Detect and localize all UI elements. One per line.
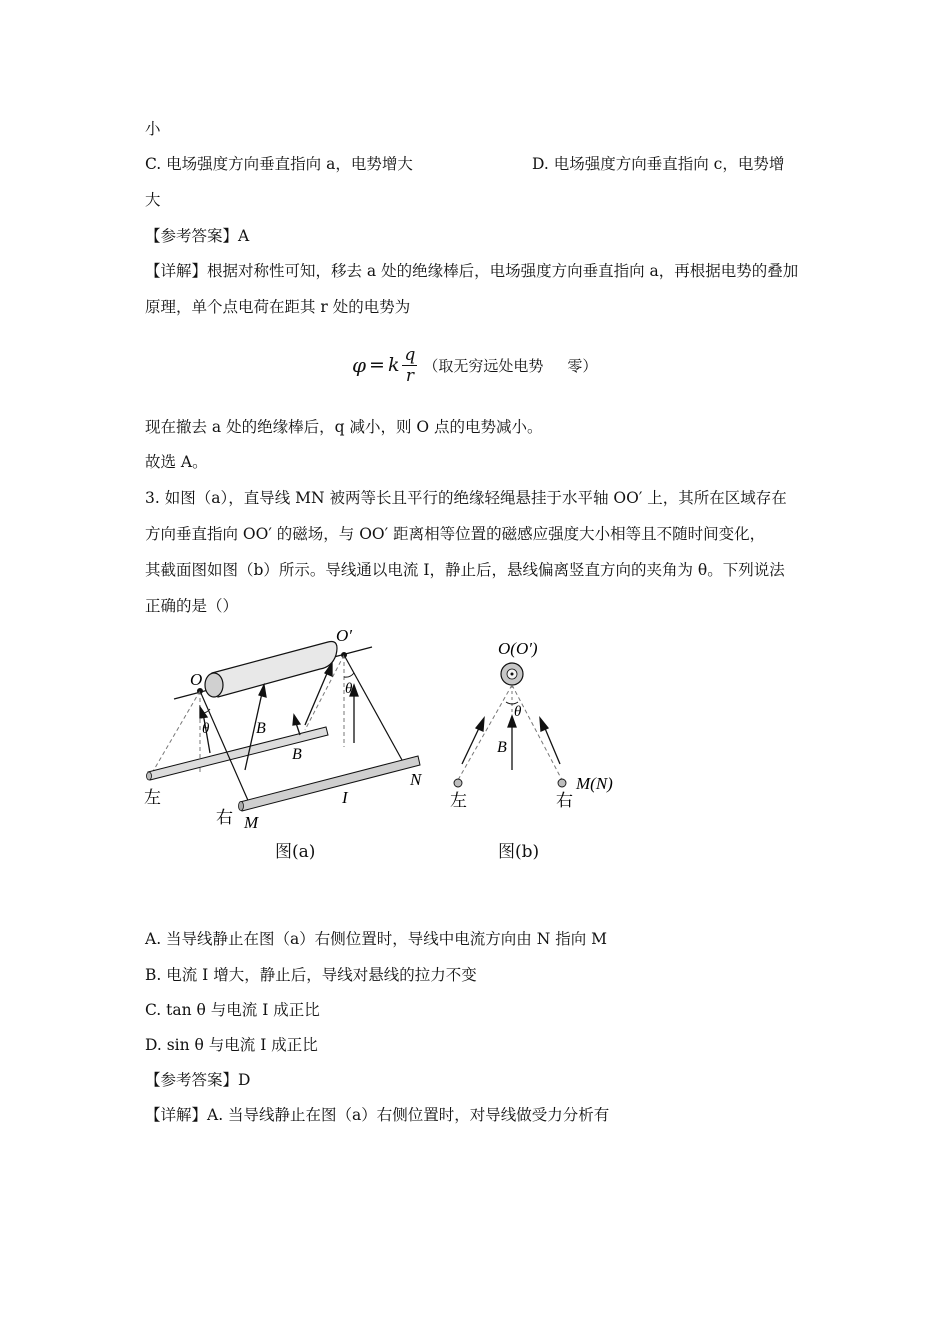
label-n: N: [410, 770, 422, 789]
label-o-o-prime: O(O′): [498, 639, 538, 658]
formula-fraction: [402, 345, 417, 386]
caption-figure-b: 图(b): [498, 842, 540, 862]
option-c: C. tan θ 与电流 I 成正比: [145, 1001, 320, 1019]
label-right: 右: [216, 808, 233, 827]
label-o: O: [190, 670, 203, 689]
dashed-string-right: [512, 685, 562, 780]
text-line-top: 小: [145, 120, 161, 138]
question-3-line-2: 方向垂直指向 OO′ 的磁场，与 OO′ 距离相等位置的磁感应强度大小相等且不随时间变化，: [145, 525, 766, 543]
formula-note: [423, 355, 597, 376]
label-left: 左: [450, 791, 467, 810]
option-d-prev-wrap: 大: [145, 191, 161, 209]
string-right: [344, 655, 402, 760]
explain-1-line-1: 【详解】根据对称性可知，移去 a 处的绝缘棒后，电场强度方向垂直指向 a，再根据电势的叠加: [145, 262, 799, 280]
formula-note-left: （取无穷远处电势: [423, 356, 544, 375]
option-a: A. 当导线静止在图（a）右侧位置时，导线中电流方向由 N 指向 M: [145, 930, 608, 948]
formula-numerator: q: [404, 344, 416, 365]
question-3-line-4: 正确的是（）: [145, 597, 239, 615]
explain-1-line-4: 故选 A。: [145, 453, 208, 471]
label-b: B: [497, 739, 507, 756]
potential-formula: [352, 340, 597, 390]
label-m: M: [244, 813, 259, 832]
wire-left: [454, 779, 462, 787]
dashed-string-left: [458, 685, 512, 780]
figure-a: [140, 625, 440, 835]
label-b-1: B: [256, 720, 266, 737]
b-arrows: [462, 716, 560, 770]
question-3-line-1: 3. 如图（a），直导线 MN 被两等长且平行的绝缘轻绳悬挂于水平轴 OO′ 上，其所在区域存在: [145, 489, 787, 507]
option-d: D. sin θ 与电流 I 成正比: [145, 1036, 318, 1054]
cylinder-axis: [205, 642, 337, 697]
label-left: 左: [144, 788, 161, 807]
theta-arc-right: [344, 673, 354, 677]
figure-b: [440, 632, 630, 812]
caption-figure-a: 图(a): [275, 842, 316, 862]
label-b-2: B: [292, 746, 302, 763]
rod-mn: [239, 756, 421, 811]
label-m-n: M(N): [576, 774, 613, 793]
formula-phi: φ: [352, 353, 367, 377]
option-d-prev: D. 电场强度方向垂直指向 c，电势增: [532, 155, 785, 173]
formula-denominator: r: [405, 365, 414, 386]
label-o-prime: O′: [336, 626, 352, 645]
answer-1: 【参考答案】A: [145, 227, 250, 245]
formula-k: k: [387, 354, 400, 376]
explain-2: 【详解】A. 当导线静止在图（a）右侧位置时，对导线做受力分析有: [145, 1106, 610, 1124]
option-b: B. 电流 I 增大，静止后，导线对悬线的拉力不变: [145, 966, 477, 984]
label-theta-right: θ: [345, 681, 353, 697]
option-c-prev: C. 电场强度方向垂直指向 a，电势增大: [145, 155, 413, 173]
label-theta-left: θ: [202, 721, 210, 737]
answer-2: 【参考答案】D: [145, 1071, 251, 1089]
formula-note-right: 零）: [567, 356, 598, 375]
wire-mn: [558, 779, 566, 787]
label-theta: θ: [514, 704, 522, 720]
explain-1-line-3: 现在撤去 a 处的绝缘棒后，q 减小，则 O 点的电势减小。: [145, 418, 543, 436]
explain-1-line-2: 原理，单个点电荷在距其 r 处的电势为: [145, 298, 411, 316]
formula-equals: =: [369, 354, 385, 376]
label-right: 右: [556, 791, 573, 810]
label-current: I: [342, 788, 348, 807]
question-3-line-3: 其截面图如图（b）所示。导线通以电流 I，静止后，悬线偏离竖直方向的夹角为 θ。下列说法: [145, 561, 785, 579]
